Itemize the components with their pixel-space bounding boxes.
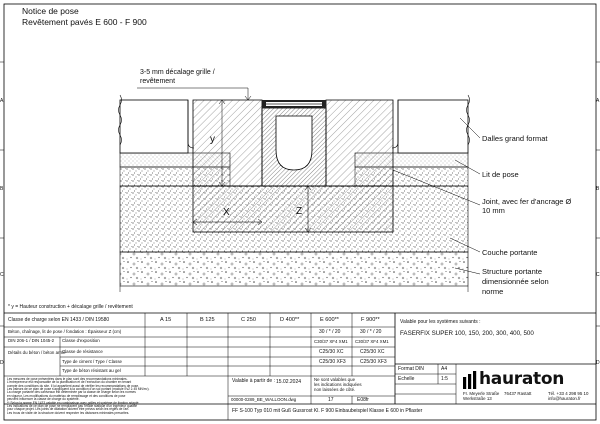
note-line: Les indications de ce plan de pose ne remplacent pas l'étude statique d'un ingénieur qualifié [7, 403, 138, 408]
footnote: * y = Hauteur construction + décalage grille / revêtement [8, 304, 133, 310]
value-e600-row3: C25/30 XC [319, 349, 344, 355]
row-label-load-class: Classe de charge selon EN 1433 / DIN 19580 [8, 317, 110, 323]
document-number: 00000-0289_BE_WALLOON.dwg [231, 397, 297, 402]
note-line: ** Selon la norme EN 1433 valable en combinaison avec grilles et système de fixation adapté. [7, 400, 140, 405]
callout-structure-line2: dimensionnée selon [482, 277, 549, 286]
callout-couche-portante: Couche portante [482, 248, 538, 257]
note-line: La charge portante des caniveaux est déterminée par la classe de charge selon les normes [7, 390, 136, 395]
note-line: compte des conditions du site. Il lui appartient aussi de vérifier les recommandations de pose. [7, 383, 139, 388]
border-row-d-right: D [596, 360, 600, 366]
scale-label: Echelle [398, 376, 415, 382]
note-line: peuvent influencer la classe de charge du système. [7, 397, 80, 402]
scale-value: 1:5 [441, 376, 448, 382]
address-line2: Werkstraße 13 [463, 396, 492, 401]
address-line3: 76437 Rastatt [504, 391, 532, 396]
offset-annotation-line2: revêtement [140, 78, 176, 85]
load-class-a15: A 15 [160, 317, 172, 323]
offset-annotation-line1: 3-5 mm décalage grille / [140, 69, 215, 76]
value-f900-row2: C30/37 XF4 XM1 [355, 339, 389, 344]
row-label-din-left: DIN 206-1 / DIN 1045-2 [8, 338, 55, 343]
version: E08fr [357, 397, 369, 403]
value-e600-row4: C25/30 XF3 [319, 359, 346, 365]
callout-dalles: Dalles grand format [482, 134, 548, 143]
border-row-c: C [0, 272, 4, 278]
load-class-d400: D 400** [280, 317, 300, 323]
dimension-x-label: X [223, 207, 230, 218]
format-value: A4 [441, 366, 448, 372]
systems-list: FASERFIX SUPER 100, 150, 200, 300, 400, 500 [400, 330, 534, 337]
disclaimer-line1: Ne sont valables que [314, 377, 356, 382]
border-row-a: A [0, 98, 4, 104]
hauraton-logo-mark [463, 371, 476, 389]
valid-label: Valable à partir de : [232, 378, 275, 384]
disclaimer-line3: non laissées de côté. [314, 387, 356, 392]
row-label-resistance: Classe de résistance [62, 349, 103, 354]
valid-date: 15.02.2024 [276, 379, 302, 385]
note-line: pour chaque projet. Les joints de dilatation doivent être prévus selon les règles de l'art. [7, 407, 130, 412]
value-e600-row1: 30 / * / 20 [319, 329, 341, 335]
callout-lit-de-pose: Lit de pose [482, 170, 519, 179]
border-row-b-right: B [596, 186, 600, 192]
load-class-c250: C 250 [241, 317, 256, 323]
footer-description: FF S-100 Typ 010 mit Guß Gussrost Kl. F 900 Einbaubeispiel Klasse E 600 in Pflaster [232, 408, 423, 414]
callout-joint-line1: Joint, avec fer d'ancrage Ø [482, 197, 572, 206]
address-line1: Fr. Meyerle Straße [463, 391, 500, 396]
systems-label: Valable pour les systèmes suivants : [400, 319, 481, 325]
row-label-ciment: Type de ciment / Type / Classe [62, 359, 122, 364]
row-label-exposure: Classe d'exposition [62, 338, 100, 343]
callout-joint-line2: 10 mm [482, 206, 505, 215]
load-class-f900: F 900** [361, 317, 380, 323]
note-line: L'entrepreneur est responsable de la planification et de l'exécution du chantier en tenant [7, 380, 132, 385]
callout-structure-line3: norme [482, 287, 504, 296]
page-subtitle: Revêtement pavés E 600 - F 900 [22, 17, 147, 27]
page-number: 17 [328, 397, 334, 403]
row-label-beton-left: Détails du béton / béton armé [8, 350, 66, 355]
note-line: Les valeurs de ce plan de pose s'appliquent à la condition d'un sol portant (module Ev2 ≥ 45 MN/m²). [7, 387, 150, 392]
note-line: Les mesures de pose présentées dans le plan sont des recommandations minimales. [7, 377, 128, 381]
value-e600-row2: C30/37 XF4 XM1 [314, 339, 348, 344]
dimension-z-label: Z [296, 206, 303, 217]
company-logo-text: hauraton [479, 369, 565, 389]
format-label: Format DIN [398, 366, 424, 372]
value-f900-row4: C25/30 XF3 [360, 359, 387, 365]
page-title: Notice de pose [22, 6, 79, 16]
border-row-d: D [0, 360, 4, 366]
value-f900-row3: C25/30 XC [360, 349, 385, 355]
contact-email: info@hauraton.fr [548, 396, 581, 401]
note-line: en vigueur. Les modifications du matériau de remplissage et des conditions de pose [7, 393, 126, 398]
row-label-thickness: Béton, chaînage, lit de pose / fondation : Épaisseur Z (cm) [8, 329, 122, 334]
disclaimer-line2: les indications indiquées [314, 382, 362, 387]
border-row-a-right: A [596, 98, 600, 104]
border-row-c-right: C [596, 272, 600, 278]
dimension-y-label: y [210, 134, 215, 145]
note-line: Les trous de visite de la structure doivent respecter les distances minimales prescrites. [7, 410, 130, 415]
value-f900-row1: 30 / * / 20 [360, 329, 382, 335]
load-class-e600: E 600** [320, 317, 339, 323]
row-label-gel: Type de béton résistant au gel [62, 368, 121, 373]
border-row-b: B [0, 186, 4, 192]
load-class-b125: B 125 [200, 317, 215, 323]
notes-block [7, 377, 226, 415]
contact-phone: Tél. +33 4 298 95 10 [548, 391, 589, 396]
callout-structure-line1: Structure portante [482, 267, 543, 276]
